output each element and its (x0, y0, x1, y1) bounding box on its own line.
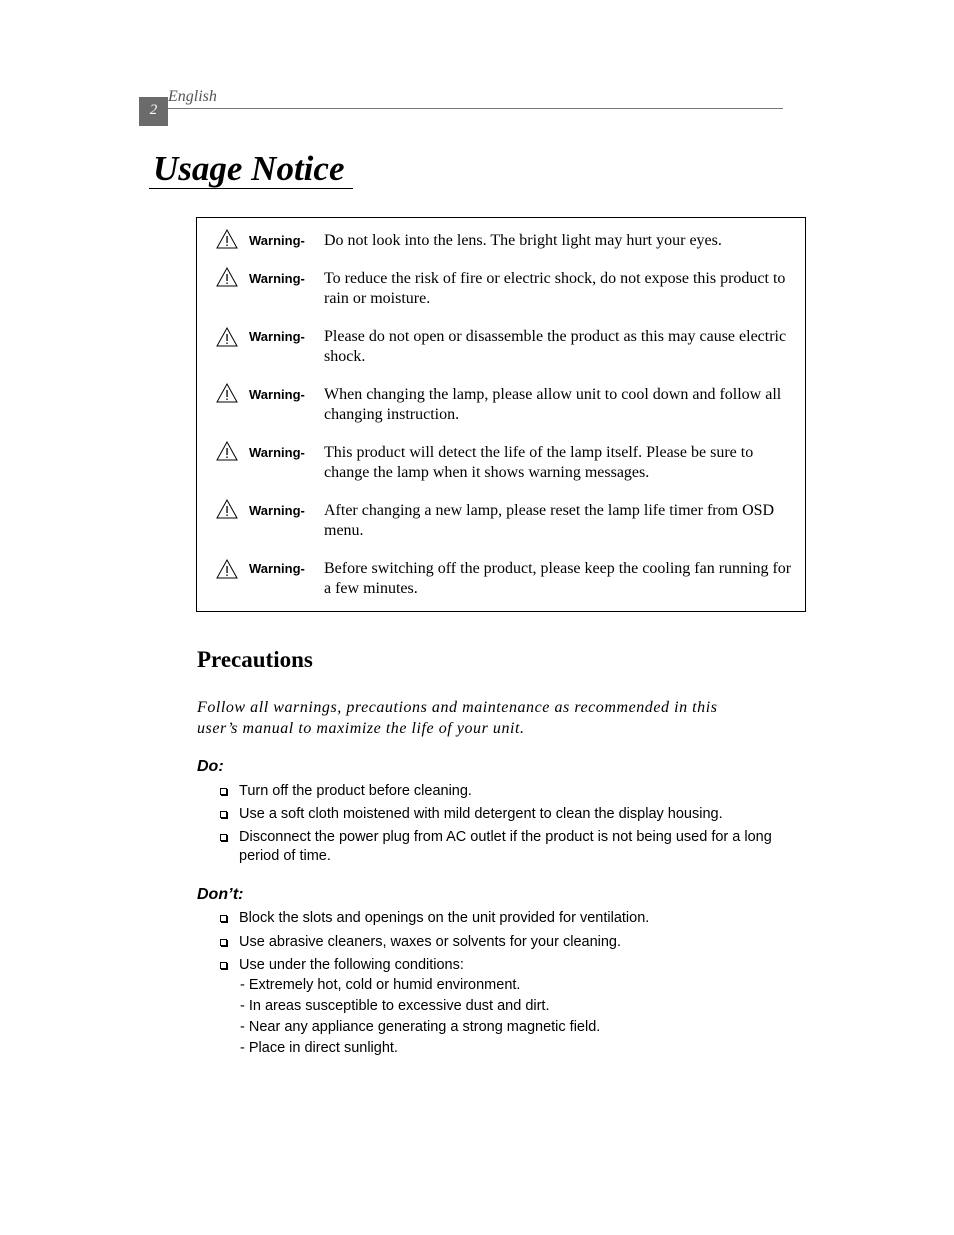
page-number-badge (139, 97, 168, 126)
warning-text: Please do not open or disassemble the product as this may cause electric shock. (324, 328, 787, 365)
warning-text: When changing the lamp, please allow unit to cool down and follow all changing instruction. (324, 386, 782, 423)
checkbox-bullet-icon (220, 962, 227, 969)
warning-triangle-icon (215, 326, 239, 348)
warning-text: After changing a new lamp, please reset the lamp life timer from OSD menu. (324, 502, 775, 539)
dont-item-text: Use abrasive cleaners, waxes or solvents for your cleaning. (239, 934, 622, 950)
condition-item: - Place in direct sunlight. (240, 1040, 398, 1056)
warning-label: Warning- (249, 233, 305, 248)
warnings-box (196, 217, 806, 612)
dont-item-text: Block the slots and openings on the unit provided for ventilation. (239, 910, 650, 926)
checkbox-bullet-icon (220, 811, 227, 818)
checkbox-bullet-icon (220, 915, 227, 922)
warning-triangle-icon (215, 266, 239, 288)
dont-heading: Don’t: (197, 886, 244, 903)
checkbox-bullet-icon (220, 939, 227, 946)
header-language: English (168, 88, 217, 105)
precautions-heading: Precautions (197, 647, 313, 672)
do-item-text: Disconnect the power plug from AC outlet if the product is not being used for a long period of time. (239, 829, 772, 864)
warning-label: Warning- (249, 445, 305, 460)
warning-triangle-icon (215, 228, 239, 250)
precautions-intro: Follow all warnings, precautions and maintenance as recommended in this user’s manual to maximize the life of your unit. (197, 699, 718, 737)
checkbox-bullet-icon (220, 834, 227, 841)
condition-item: - Near any appliance generating a strong magnetic field. (240, 1019, 601, 1035)
condition-item: - Extremely hot, cold or humid environment. (240, 977, 521, 993)
warning-triangle-icon (215, 382, 239, 404)
warning-text: This product will detect the life of the lamp itself. Please be sure to change the lamp when it shows warning messages. (324, 444, 754, 481)
do-heading: Do: (197, 758, 224, 775)
warning-label: Warning- (249, 329, 305, 344)
dont-item-text: Use under the following conditions: (239, 957, 464, 973)
do-item-text: Turn off the product before cleaning. (239, 783, 472, 799)
warning-triangle-icon (215, 558, 239, 580)
warning-label: Warning- (249, 561, 305, 576)
condition-item: - In areas susceptible to excessive dust and dirt. (240, 998, 550, 1014)
checkbox-bullet-icon (220, 788, 227, 795)
warning-label: Warning- (249, 387, 305, 402)
warning-text: Do not look into the lens. The bright light may hurt your eyes. (324, 232, 722, 249)
warning-label: Warning- (249, 271, 305, 286)
do-item-text: Use a soft cloth moistened with mild detergent to clean the display housing. (239, 806, 723, 822)
page-title: Usage Notice (153, 149, 345, 188)
warning-triangle-icon (215, 498, 239, 520)
title-underline (149, 188, 353, 189)
warning-text: To reduce the risk of fire or electric shock, do not expose this product to rain or moisture. (324, 270, 786, 307)
warning-triangle-icon (215, 440, 239, 462)
header-divider (168, 108, 783, 109)
warning-text: Before switching off the product, please keep the cooling fan running for a few minutes. (324, 560, 792, 597)
warning-label: Warning- (249, 503, 305, 518)
page-number: 2 (149, 102, 158, 118)
